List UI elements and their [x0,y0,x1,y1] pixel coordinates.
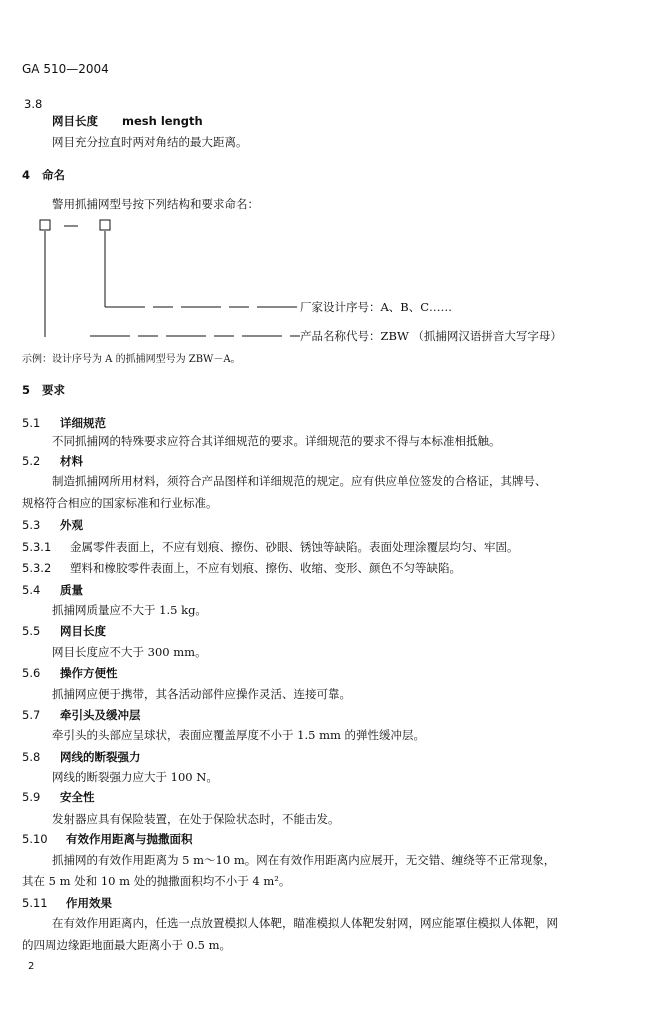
clause-title: 操作方便性 [60,666,118,680]
clause-body-continued: 规格符合相应的国家标准和行业标准。 [22,496,218,510]
document-header: GA 510—2004 [22,62,109,76]
clause-text: 金属零件表面上，不应有划痕、擦伤、砂眼、锈蚀等缺陷。表面处理涂覆层均匀、牢固。 [70,540,519,554]
clause-text: 塑料和橡胶零件表面上，不应有划痕、擦伤、收缩、变形、颜色不匀等缺陷。 [70,561,461,575]
clause-body: 发射器应具有保险装置，在处于保险状态时，不能击发。 [52,812,340,826]
clause-body: 网目长度应不大于 300 mm。 [52,645,207,659]
clause-title: 作用效果 [66,896,112,910]
clause-body: 抓捕网的有效作用距离为 5 m～10 m。网在有效作用距离内应展开，无交错、缠绕等不正常现象， [52,853,556,867]
clause-title: 网目长度 [60,624,106,638]
label-product-code: 产品名称代号：ZBW （抓捕网汉语拼音大写字母） [300,329,562,343]
clause-number: 5.8 [22,750,41,764]
clause-title: 网线的断裂强力 [60,750,141,764]
clause-body-continued: 的四周边缘距地面最大距离小于 0.5 m。 [22,938,232,952]
clause-number: 5.4 [22,583,41,597]
clause-number-3-8: 3.8 [24,97,43,111]
clause-number: 5.1 [22,416,41,430]
clause-title: 质量 [60,583,83,597]
term-definition: 网目充分拉直时两对角结的最大距离。 [52,135,248,149]
model-box-2 [100,220,110,230]
section-number-4: 4 [22,168,31,182]
clause-body: 抓捕网应便于携带，其各活动部件应操作灵活、连接可靠。 [52,687,351,701]
clause-number: 5.11 [22,896,48,910]
clause-number: 5.7 [22,708,41,722]
section-title-naming: 命名 [42,168,65,182]
term-zh: 网目长度 [52,114,98,128]
naming-example: 示例：设计序号为 A 的抓捕网型号为 ZBW－A。 [22,354,241,365]
clause-body: 牵引头的头部应呈球状，表面应覆盖厚度不小于 1.5 mm 的弹性缓冲层。 [52,728,426,742]
page-number: 2 [28,961,35,972]
clause-body-continued: 其在 5 m 处和 10 m 处的抛撒面积均不小于 4 m²。 [22,874,291,888]
clause-title: 牵引头及缓冲层 [60,708,141,722]
model-box-1 [40,220,50,230]
clause-body: 抓捕网质量应不大于 1.5 kg。 [52,603,207,617]
naming-intro: 警用抓捕网型号按下列结构和要求命名： [52,197,259,211]
clause-number: 5.3.2 [22,561,52,575]
section-title-requirements: 要求 [42,383,65,397]
clause-number: 5.3.1 [22,540,52,554]
label-manufacturer-design-number: 厂家设计序号：A、B、C…… [300,300,453,314]
clause-number: 5.2 [22,454,41,468]
clause-body: 制造抓捕网所用材料，须符合产品图样和详细规范的规定。应有供应单位签发的合格证，其牌号、 [52,474,547,488]
clause-body: 网线的断裂强力应大于 100 N。 [52,770,218,784]
clause-number: 5.3 [22,518,41,532]
clause-title: 详细规范 [60,416,106,430]
clause-number: 5.10 [22,832,48,846]
clause-body: 不同抓捕网的特殊要求应符合其详细规范的要求。详细规范的要求不得与本标准相抵触。 [52,434,501,448]
clause-number: 5.5 [22,624,41,638]
clause-title: 材料 [60,454,83,468]
term-en: mesh length [122,114,203,128]
clause-number: 5.9 [22,790,41,804]
section-number-5: 5 [22,383,31,397]
clause-number: 5.6 [22,666,41,680]
clause-title: 安全性 [60,790,95,804]
clause-title: 外观 [60,518,83,532]
clause-title: 有效作用距离与抛撒面积 [66,832,193,846]
clause-body: 在有效作用距离内，任选一点放置模拟人体靶，瞄准模拟人体靶发射网，网应能罩住模拟人体靶，网 [52,916,558,930]
